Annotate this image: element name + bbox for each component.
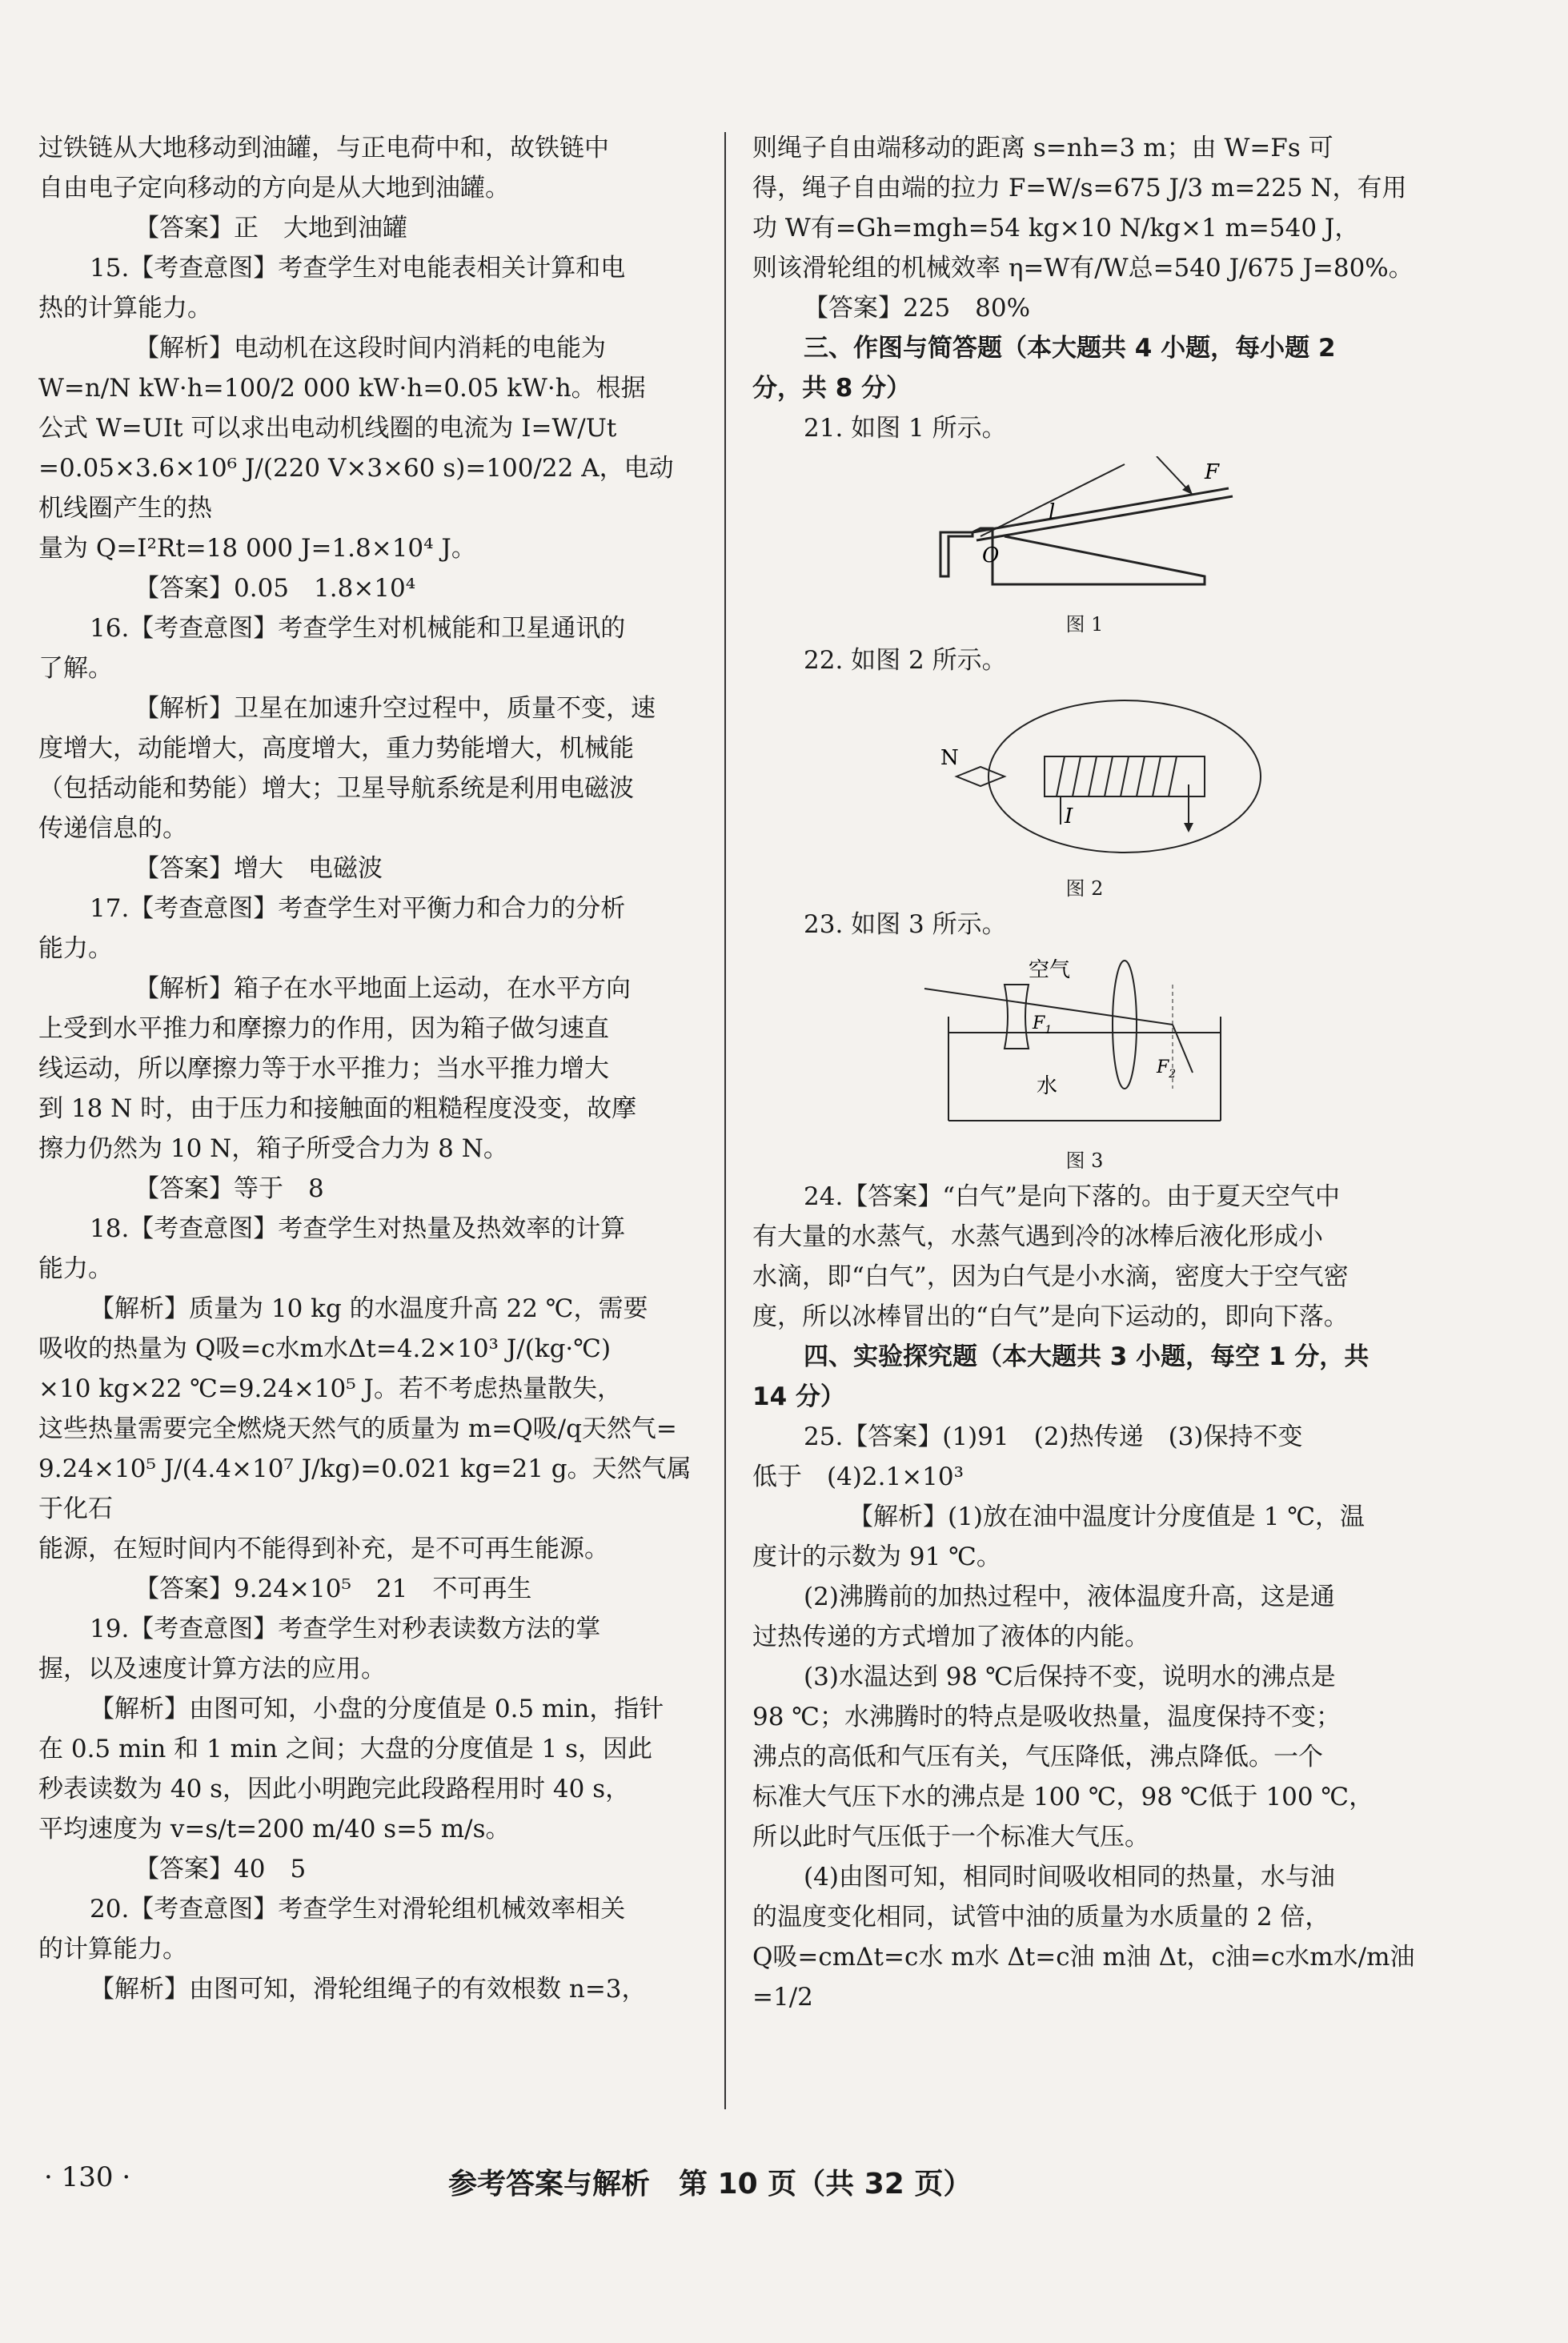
left-column [38, 128, 695, 2009]
label-O: O [982, 544, 1000, 568]
text-line: 吸收的热量为 Q吸=c水m水Δt=4.2×10³ J/(kg·℃) [38, 1334, 612, 1363]
text-line: 度，所以冰棒冒出的“白气”是向下运动的，即向下落。 [752, 1302, 1349, 1331]
text-line: 量为 Q=I²Rt=18 000 J=1.8×10⁴ J。 [38, 534, 476, 563]
column-divider [724, 132, 726, 2109]
text-line: 所以此时气压低于一个标准大气压。 [752, 1823, 1149, 1852]
text-line: 【解析】质量为 10 kg 的水温度升高 22 ℃，需要 [90, 1294, 648, 1323]
text-line: ×10 kg×22 ℃=9.24×10⁵ J。若不考虑热量散失， [38, 1374, 622, 1403]
page-number: · 130 · [44, 2161, 131, 2193]
text-line: 低于 (4)2.1×10³ [752, 1462, 964, 1491]
q22-label: 22. 如图 2 所示。 [804, 646, 1007, 675]
text-line: 【答案】225 80% [804, 294, 1031, 323]
figure-2-solenoid [892, 688, 1277, 865]
text-line: 14 分） [752, 1382, 845, 1411]
text-line: 21. 如图 1 所示。 [804, 414, 1007, 443]
text-line: 得，绳子自由端的拉力 F=W/s=675 J/3 m=225 N，有用 [752, 174, 1407, 203]
label-N: N [940, 746, 959, 770]
text-line: 【答案】等于 8 [134, 1174, 324, 1203]
text-line: 【答案】增大 电磁波 [134, 854, 383, 883]
text-line: 能力。 [38, 934, 113, 963]
text-line: 【答案】40 5 [134, 1855, 307, 1884]
label-air: 空气 [1029, 958, 1071, 982]
text-line: 【解析】箱子在水平地面上运动，在水平方向 [134, 974, 631, 1003]
text-line: 【解析】(1)放在油中温度计分度值是 1 ℃，温 [848, 1502, 1365, 1531]
text-line: 24.【答案】“白气”是向下落的。由于夏天空气中 [804, 1182, 1340, 1211]
text-line: 平均速度为 v=s/t=200 m/40 s=5 m/s。 [38, 1815, 511, 1844]
text-line: 的温度变化相同，试管中油的质量为水质量的 2 倍， [752, 1903, 1330, 1932]
text-line: 水滴，即“白气”，因为白气是小水滴，密度大于空气密 [752, 1262, 1349, 1291]
text-line: 度计的示数为 91 ℃。 [752, 1543, 1001, 1571]
text-line: 标准大气压下水的沸点是 100 ℃，98 ℃低于 100 ℃， [752, 1783, 1374, 1811]
text-line: 18.【考查意图】考查学生对热量及热效率的计算 [90, 1214, 626, 1243]
text-line: 能源，在短时间内不能得到补充，是不可再生能源。 [38, 1535, 609, 1563]
footer-title: 参考答案与解析 第 10 页（共 32 页） [448, 2168, 972, 2201]
text-line: (3)水温达到 98 ℃后保持不变，说明水的沸点是 [804, 1663, 1336, 1691]
text-line: 过铁链从大地移动到油罐，与正电荷中和，故铁链中 [38, 134, 609, 162]
text-line: 这些热量需要完全燃烧天然气的质量为 m=Q吸/q天然气= [38, 1414, 677, 1443]
text-line: 的计算能力。 [38, 1935, 187, 1964]
figure-1-caption: 图 1 [1065, 613, 1104, 636]
text-line: 擦力仍然为 10 N，箱子所受合力为 8 N。 [38, 1134, 508, 1163]
text-line: 【答案】0.05 1.8×10⁴ [134, 574, 416, 603]
text-line: 【解析】由图可知，小盘的分度值是 0.5 min，指针 [90, 1695, 664, 1723]
text-line: 17.【考查意图】考查学生对平衡力和合力的分析 [90, 894, 626, 923]
text-line: 秒表读数为 40 s，因此小明跑完此段路程用时 40 s， [38, 1775, 631, 1803]
text-line: 沸点的高低和气压有关，气压降低，沸点降低。一个 [752, 1743, 1323, 1771]
text-line: 有大量的水蒸气，水蒸气遇到冷的冰棒后液化形成小 [752, 1222, 1323, 1251]
footer [0, 2161, 1568, 2209]
text-line: 上受到水平推力和摩擦力的作用，因为箱子做匀速直 [38, 1014, 609, 1043]
text-line: (2)沸腾前的加热过程中，液体温度升高，这是通 [804, 1583, 1335, 1611]
label-l: l [1049, 500, 1056, 524]
text-line: 20.【考查意图】考查学生对滑轮组机械效率相关 [90, 1895, 626, 1924]
text-line: Q吸=cmΔt=c水 m水 Δt=c油 m油 Δt，c油=c水m水/m油=1/2 [752, 1943, 1415, 2012]
text-line: 传递信息的。 [38, 814, 187, 843]
text-line: 25.【答案】(1)91 (2)热传递 (3)保持不变 [804, 1422, 1303, 1451]
text-line: 16.【考查意图】考查学生对机械能和卫星通讯的 [90, 614, 626, 643]
text-line: 公式 W=UIt 可以求出电动机线圈的电流为 I=W/Ut [38, 414, 617, 443]
label-F1: $F_1$ [1033, 1013, 1053, 1037]
text-line: 【答案】9.24×10⁵ 21 不可再生 [134, 1575, 532, 1603]
text-line: 自由电子定向移动的方向是从大地到油罐。 [38, 174, 510, 203]
text-line: 过热传递的方式增加了液体的内能。 [752, 1623, 1149, 1651]
label-I: I [1065, 804, 1073, 828]
text-line: 四、实验探究题（本大题共 3 小题，每空 1 分，共 [804, 1342, 1369, 1371]
text-line: W=n/N kW·h=100/2 000 kW·h=0.05 kW·h。根据 [38, 374, 646, 403]
text-line: 分，共 8 分） [752, 374, 912, 403]
text-line: 15.【考查意图】考查学生对电能表相关计算和电 [90, 254, 626, 283]
q23-label: 23. 如图 3 所示。 [804, 910, 1007, 939]
figure-3-caption: 图 3 [1065, 1149, 1104, 1172]
label-water: 水 [1037, 1074, 1058, 1098]
text-line: 则绳子自由端移动的距离 s=nh=3 m；由 W=Fs 可 [752, 134, 1333, 162]
text-line: 【解析】电动机在这段时间内消耗的电能为 [134, 334, 606, 363]
label-F: F [1205, 460, 1220, 484]
text-line: 19.【考查意图】考查学生对秒表读数方法的掌 [90, 1615, 601, 1643]
text-line: 了解。 [38, 654, 113, 683]
label-F2: $F_2$ [1157, 1057, 1177, 1081]
text-line: 能力。 [38, 1254, 113, 1283]
text-line: 线运动，所以摩擦力等于水平推力；当水平推力增大 [38, 1054, 609, 1083]
right-bottom-text [752, 1177, 1417, 2017]
text-line: 握，以及速度计算方法的应用。 [38, 1655, 386, 1683]
text-line: 热的计算能力。 [38, 294, 212, 323]
text-line: 9.24×10⁵ J/(4.4×10⁷ J/kg)=0.021 kg=21 g。天然气属于化石 [38, 1454, 692, 1523]
text-line: 【答案】正 大地到油罐 [134, 214, 407, 243]
text-line: 功 W有=Gh=mgh=54 kg×10 N/kg×1 m=540 J， [752, 214, 1360, 243]
text-line: =0.05×3.6×10⁶ J/(220 V×3×60 s)=100/22 A，电动机线圈产生的热 [38, 454, 674, 523]
figure-1-lever [916, 456, 1253, 600]
text-line: 【解析】卫星在加速升空过程中，质量不变，速 [134, 694, 656, 723]
text-line: 在 0.5 min 和 1 min 之间；大盘的分度值是 1 s，因此 [38, 1735, 653, 1763]
text-line: 三、作图与简答题（本大题共 4 小题，每小题 2 [804, 334, 1336, 363]
text-line: 98 ℃；水沸腾时的特点是吸收热量，温度保持不变； [752, 1703, 1341, 1731]
right-top-text [752, 128, 1417, 448]
text-line: （包括动能和势能）增大；卫星导航系统是利用电磁波 [38, 774, 634, 803]
right-column [752, 128, 1417, 2017]
text-line: 到 18 N 时，由于压力和接触面的粗糙程度没变，故摩 [38, 1094, 637, 1123]
text-line: (4)由图可知，相同时间吸收相同的热量，水与油 [804, 1863, 1335, 1892]
figure-3-lens [916, 953, 1253, 1137]
text-line: 度增大，动能增大，高度增大，重力势能增大，机械能 [38, 734, 634, 763]
figure-2-caption: 图 2 [1065, 877, 1104, 900]
text-line: 则该滑轮组的机械效率 η=W有/W总=540 J/675 J=80%。 [752, 254, 1414, 283]
text-line: 【解析】由图可知，滑轮组绳子的有效根数 n=3， [90, 1975, 647, 2004]
